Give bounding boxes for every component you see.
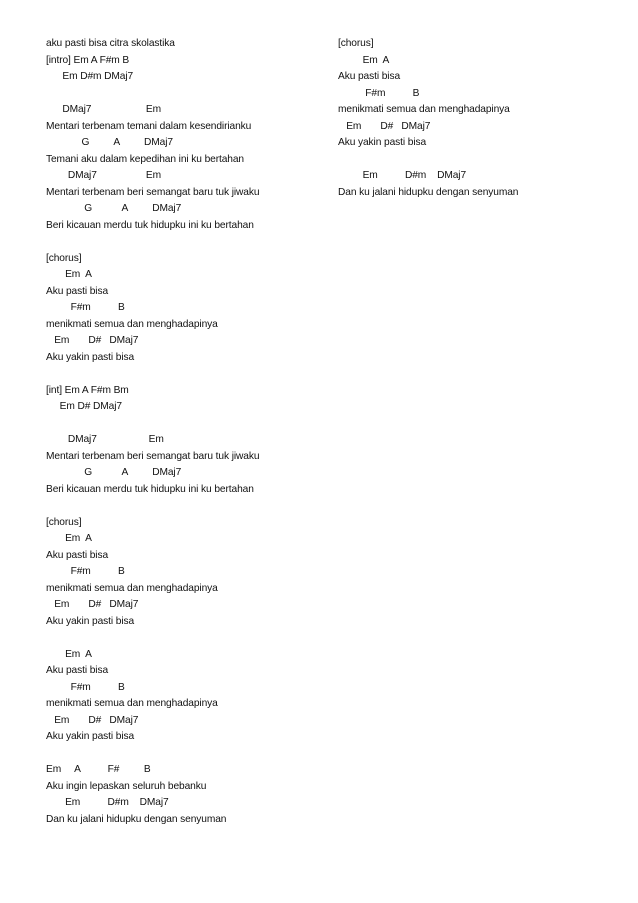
lyric-line: Aku yakin pasti bisa xyxy=(46,731,135,742)
lyric-line: Em A xyxy=(338,54,390,66)
lyric-line: [chorus] xyxy=(46,516,82,528)
lyric-line: Em D# DMaj7 xyxy=(338,120,431,132)
lyric-line: Em D#m DMaj7 xyxy=(338,170,467,181)
lyric-line: Em D#m DMaj7 xyxy=(46,71,134,82)
lyric-line: [int] Em A F#m Bm xyxy=(46,384,129,396)
lyric-line: Aku yakin pasti bisa xyxy=(46,351,135,363)
lyric-line: Aku pasti bisa xyxy=(46,665,109,676)
lyric-line: Em A xyxy=(46,648,92,660)
lyric-line: Em D# DMaj7 xyxy=(46,335,139,346)
lyric-line: G A DMaj7 xyxy=(46,467,182,478)
lyric-line: Mentari terbenam temani dalam kesendirianku xyxy=(46,120,252,132)
lyric-line: F#m B xyxy=(46,302,125,313)
lyric-line: DMaj7 Em xyxy=(46,434,164,445)
lyric-line: menikmati semua dan menghadapinya xyxy=(46,582,218,594)
lyric-line: Beri kicauan merdu tuk hidupku ini ku bertahan xyxy=(46,219,254,231)
lyric-line: Aku yakin pasti bisa xyxy=(46,615,135,627)
lyric-line: DMaj7 Em xyxy=(46,104,162,115)
lyric-line xyxy=(46,630,326,647)
left-column xyxy=(46,36,326,828)
lyric-line: Em A xyxy=(46,533,92,544)
lyric-line: Em D#m DMaj7 xyxy=(46,797,169,808)
lyric-line: Aku pasti bisa xyxy=(46,549,109,561)
lyric-line: Temani aku dalam kepedihan ini ku bertahan xyxy=(46,153,244,165)
lyric-line xyxy=(46,498,326,515)
lyric-line: Beri kicauan merdu tuk hidupku ini ku bertahan xyxy=(46,483,254,495)
lyric-line: menikmati semua dan menghadapinya xyxy=(46,318,218,330)
lyric-line: DMaj7 Em xyxy=(46,170,162,181)
lyric-line: [chorus] xyxy=(46,252,82,264)
lyric-line: Em D# DMaj7 xyxy=(46,714,139,726)
lyric-line: Em A xyxy=(46,269,92,280)
lyric-line xyxy=(46,746,326,763)
lyric-line: Em D# DMaj7 xyxy=(46,599,139,610)
lyric-line: G A DMaj7 xyxy=(46,203,182,214)
lyric-line: [intro] Em A F#m B xyxy=(46,54,130,66)
lyric-line: Aku pasti bisa xyxy=(46,285,109,297)
lyric-line xyxy=(46,416,326,433)
lyric-line: Em A F# B xyxy=(46,764,151,775)
lyric-line xyxy=(338,152,628,169)
lyric-line: G A DMaj7 xyxy=(46,137,173,148)
lyric-line xyxy=(46,366,326,383)
lyric-line: F#m B xyxy=(46,681,125,693)
lyric-line: Dan ku jalani hidupku dengan senyuman xyxy=(338,186,519,198)
lyric-line: Aku ingin lepaskan seluruh bebanku xyxy=(46,780,207,792)
lyric-line: menikmati semua dan menghadapinya xyxy=(338,104,510,115)
lyric-line: F#m B xyxy=(338,87,420,99)
lyric-line: menikmati semua dan menghadapinya xyxy=(46,698,218,709)
lyric-line xyxy=(46,86,326,103)
lyric-line: Mentari terbenam beri semangat baru tuk jiwaku xyxy=(46,450,260,462)
lyric-line: Dan ku jalani hidupku dengan senyuman xyxy=(46,813,227,825)
lyric-line: F#m B xyxy=(46,566,125,577)
lyric-line xyxy=(46,234,326,251)
lyric-line: Em D# DMaj7 xyxy=(46,401,122,412)
lyric-line: aku pasti bisa citra skolastika xyxy=(46,38,175,49)
lyric-line: [chorus] xyxy=(338,38,374,49)
lyric-line: Aku pasti bisa xyxy=(338,71,401,82)
right-column xyxy=(338,36,628,201)
lyric-line: Mentari terbenam beri semangat baru tuk jiwaku xyxy=(46,186,260,198)
lyric-line: Aku yakin pasti bisa xyxy=(338,137,427,148)
